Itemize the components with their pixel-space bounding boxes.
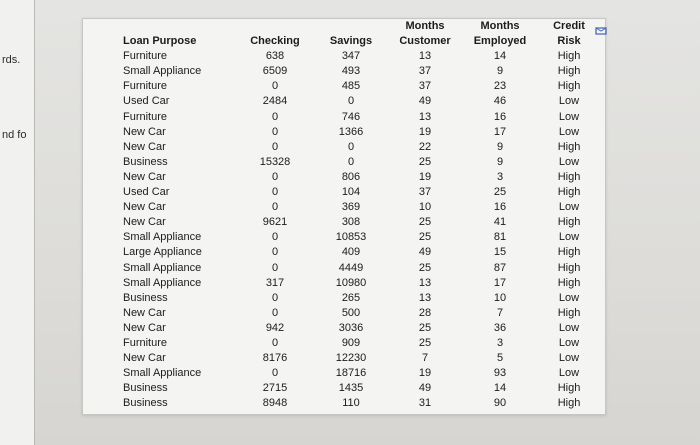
table-cell: 485 <box>341 80 361 93</box>
table-cell: 0 <box>271 261 279 274</box>
table-cell: Small Appliance <box>123 261 202 274</box>
table-cell: New Car <box>123 352 166 365</box>
table-cell: New Car <box>123 170 166 183</box>
table-cell: 10 <box>418 201 432 214</box>
table-cell: 0 <box>271 291 279 304</box>
left-text-snippet: nd fo <box>2 129 27 141</box>
table-cell: 10980 <box>335 276 367 289</box>
table-cell: 0 <box>347 155 355 168</box>
table-cell: 308 <box>341 216 361 229</box>
table-cell: High <box>557 140 581 153</box>
table-cell: 19 <box>418 367 432 380</box>
table-cell: 19 <box>418 125 432 138</box>
table-cell: 17 <box>493 125 507 138</box>
header-months-employed <box>467 19 533 49</box>
table-cell: 500 <box>341 306 361 319</box>
table-cell: 81 <box>493 231 507 244</box>
table-cell: 23 <box>493 80 507 93</box>
table-cell: 9 <box>496 140 504 153</box>
table-cell: Low <box>558 95 580 108</box>
table-cell: 0 <box>271 246 279 259</box>
table-cell: 13 <box>418 291 432 304</box>
table-cell: 0 <box>271 80 279 93</box>
table-cell: Business <box>123 155 168 168</box>
table-cell: 0 <box>271 125 279 138</box>
table-cell: 25 <box>493 186 507 199</box>
table-cell: 18716 <box>335 367 367 380</box>
table-cell: 0 <box>271 170 279 183</box>
table-cell: 0 <box>271 336 279 349</box>
table-cell: 37 <box>418 65 432 78</box>
table-cell: 1366 <box>338 125 364 138</box>
table-cell: Low <box>558 201 580 214</box>
table-cell: 104 <box>341 186 361 199</box>
table-cell: 87 <box>493 261 507 274</box>
column-header-line: Credit <box>553 20 585 32</box>
table-cell: Business <box>123 397 168 410</box>
table-cell: 93 <box>493 367 507 380</box>
table-cell: Business <box>123 382 168 395</box>
column-header-line: Months <box>405 20 445 32</box>
table-cell: 25 <box>418 321 432 334</box>
table-cell: 0 <box>271 186 279 199</box>
table-cell: 14 <box>493 50 507 63</box>
table-cell: High <box>557 65 581 78</box>
table-cell: 7 <box>496 306 504 319</box>
table-cell: High <box>557 80 581 93</box>
table-cell: 493 <box>341 65 361 78</box>
column-header-line: Customer <box>399 35 451 48</box>
table-cell: 36 <box>493 321 507 334</box>
table-cell: 22 <box>418 140 432 153</box>
column-months-customer <box>392 19 458 411</box>
table-cell: 17 <box>493 276 507 289</box>
table-cell: Low <box>558 155 580 168</box>
table-cell: 909 <box>341 336 361 349</box>
table-cell: 10 <box>493 291 507 304</box>
table-cell: Used Car <box>123 186 170 199</box>
table-cell: New Car <box>123 125 166 138</box>
table-cell: Low <box>558 321 580 334</box>
table-cell: 13 <box>418 50 432 63</box>
header-credit-risk <box>543 19 595 49</box>
table-cell: 15328 <box>259 155 291 168</box>
table-cell: 37 <box>418 80 432 93</box>
table-cell: 0 <box>271 306 279 319</box>
table-cell: 0 <box>271 140 279 153</box>
table-cell: 3 <box>496 336 504 349</box>
table-cell: Low <box>558 291 580 304</box>
column-months-employed <box>467 19 533 411</box>
table-cell: 369 <box>341 201 361 214</box>
header-spacer <box>123 19 229 34</box>
table-cell: High <box>557 397 581 410</box>
table-cell: 37 <box>418 186 432 199</box>
table-cell: Large Appliance <box>123 246 202 259</box>
table-cell: Low <box>558 336 580 349</box>
table-cell: Used Car <box>123 95 170 108</box>
table-cell: 31 <box>418 397 432 410</box>
table-cell: 9 <box>496 65 504 78</box>
table-cell: 13 <box>418 276 432 289</box>
table-cell: 10853 <box>335 231 367 244</box>
table-cell: 15 <box>493 246 507 259</box>
table-cell: High <box>557 246 581 259</box>
table-cell: High <box>557 276 581 289</box>
table-cell: 5 <box>496 352 504 365</box>
table-cell: 25 <box>418 336 432 349</box>
table-cell: 3036 <box>338 321 364 334</box>
table-cell: 19 <box>418 170 432 183</box>
table-cell: 9 <box>496 155 504 168</box>
table-cell: 25 <box>418 155 432 168</box>
table-cell: 110 <box>342 397 360 410</box>
adjacent-window-strip <box>0 0 35 445</box>
table-cell: 49 <box>418 95 432 108</box>
table-cell: 2715 <box>262 382 288 395</box>
table-cell: High <box>557 261 581 274</box>
table-cell: 9621 <box>262 216 288 229</box>
left-text-snippet: rds. <box>2 54 21 66</box>
table-cell: 16 <box>493 201 507 214</box>
table-cell: High <box>557 306 581 319</box>
table-cell: 12230 <box>335 352 367 365</box>
table-cell: 6509 <box>262 65 288 78</box>
table-cell: 806 <box>341 170 361 183</box>
column-header-line: Checking <box>250 35 300 48</box>
column-header-line: Loan Purpose <box>123 35 197 48</box>
table-cell: 7 <box>421 352 429 365</box>
column-header-line: Months <box>480 20 520 32</box>
column-credit-risk <box>543 19 595 411</box>
table-cell: 0 <box>271 201 279 214</box>
header-months-customer <box>392 19 458 49</box>
table-cell: 90 <box>493 397 507 410</box>
table-cell: 0 <box>347 140 355 153</box>
table-cell: 16 <box>493 110 507 123</box>
column-loan-purpose <box>123 19 229 411</box>
table-cell: 265 <box>341 291 361 304</box>
table-options-icon[interactable] <box>595 26 607 36</box>
table-cell: High <box>557 170 581 183</box>
table-cell: 0 <box>271 231 279 244</box>
table-cell: 1435 <box>338 382 364 395</box>
table-cell: Low <box>558 110 580 123</box>
table-cell: 0 <box>271 110 279 123</box>
column-checking <box>247 19 303 411</box>
table-cell: High <box>557 50 581 63</box>
column-savings <box>323 19 379 411</box>
table-cell: New Car <box>123 306 166 319</box>
table-cell: 46 <box>493 95 507 108</box>
table-cell: 317 <box>265 276 285 289</box>
table-cell: Low <box>558 231 580 244</box>
table-cell: Furniture <box>123 110 168 123</box>
header-savings <box>323 19 379 49</box>
table-cell: New Car <box>123 216 166 229</box>
header-spacer <box>247 19 303 34</box>
table-cell: Small Appliance <box>123 65 202 78</box>
table-cell: Furniture <box>123 80 168 93</box>
table-cell: 409 <box>341 246 361 259</box>
column-header-line: Savings <box>329 35 373 48</box>
table-cell: 3 <box>496 170 504 183</box>
table-cell: New Car <box>123 201 166 214</box>
table-cell: Small Appliance <box>123 367 202 380</box>
table-cell: Small Appliance <box>123 276 202 289</box>
table-cell: 13 <box>418 110 432 123</box>
table-cell: High <box>557 382 581 395</box>
table-cell: 638 <box>265 50 285 63</box>
table-cell: 28 <box>418 306 432 319</box>
table-cell: 347 <box>341 50 361 63</box>
table-cell: 2484 <box>262 95 288 108</box>
table-cell: Furniture <box>123 50 168 63</box>
table-cell: 41 <box>493 216 507 229</box>
table-cell: 746 <box>341 110 361 123</box>
data-table-panel <box>82 18 606 415</box>
table-cell: High <box>557 186 581 199</box>
table-cell: 942 <box>265 321 285 334</box>
table-cell: Low <box>558 352 580 365</box>
table-cell: New Car <box>123 321 166 334</box>
table-cell: 8176 <box>262 352 288 365</box>
table-cell: 49 <box>418 382 432 395</box>
header-spacer <box>323 19 379 34</box>
header-checking <box>247 19 303 49</box>
table-cell: 25 <box>418 261 432 274</box>
table-cell: 4449 <box>338 261 364 274</box>
table-cell: 25 <box>418 231 432 244</box>
table-cell: High <box>557 216 581 229</box>
table-cell: 25 <box>418 216 432 229</box>
table-cell: Low <box>558 125 580 138</box>
table-cell: New Car <box>123 140 166 153</box>
column-header-line: Risk <box>557 35 581 48</box>
table-cell: 0 <box>271 367 279 380</box>
table-cell: 49 <box>418 246 432 259</box>
table-cell: 14 <box>493 382 507 395</box>
column-header-line: Employed <box>473 35 527 48</box>
table-cell: 8948 <box>262 397 288 410</box>
table-cell: Furniture <box>123 336 168 349</box>
table-cell: Low <box>558 367 580 380</box>
table-cell: 0 <box>347 95 355 108</box>
table-cell: Business <box>123 291 168 304</box>
table-cell: Small Appliance <box>123 231 202 244</box>
header-loan-purpose <box>123 19 229 49</box>
